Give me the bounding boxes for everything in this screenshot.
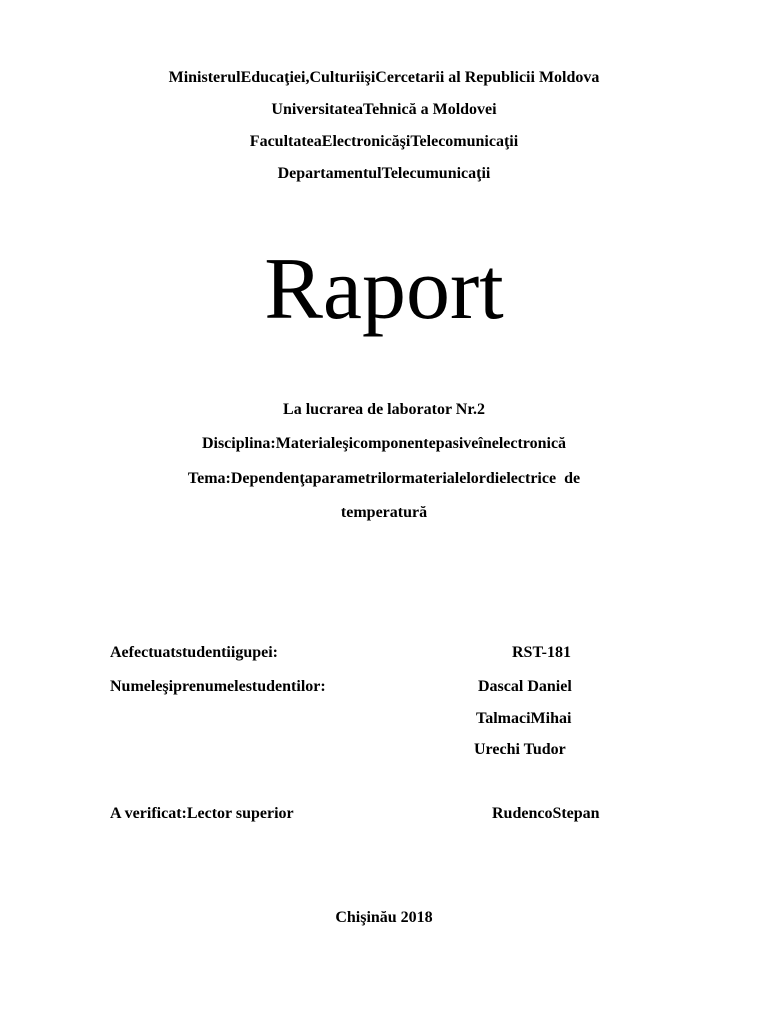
discipline: Disciplina:Materialeşicomponentepasiveînelectronică [201,435,567,452]
faculty-name: FacultateaElectronicăşiTelecomunicaţii [249,133,519,150]
department-name: DepartamentulTelecumunicaţii [277,165,491,182]
verifier-label: A verificat:Lector superior [110,805,294,822]
group-label: Aefectuatstudentiigupei: [110,644,278,661]
ministry-name: MinisterulEducaţiei,CulturiişiCercetarii al Republicii Moldova [168,69,600,86]
document-title: Raport [264,241,504,338]
city-year: Chişinău 2018 [335,909,433,926]
theme-line-1: Tema:Dependenţaparametrilormaterialelordielectrice de [187,470,581,487]
university-name: UniversitateaTehnică a Moldovei [271,101,497,118]
student-name: TalmaciMihai [476,710,572,727]
student-name: Dascal Daniel [478,678,572,695]
student-name: Urechi Tudor [474,741,566,758]
verifier-name: RudencoStepan [492,805,600,822]
students-label: Numeleşiprenumelestudentilor: [110,678,326,695]
theme-line-2: temperatură [340,504,428,521]
lab-number: La lucrarea de laborator Nr.2 [283,401,485,418]
group-value: RST-181 [512,644,571,661]
